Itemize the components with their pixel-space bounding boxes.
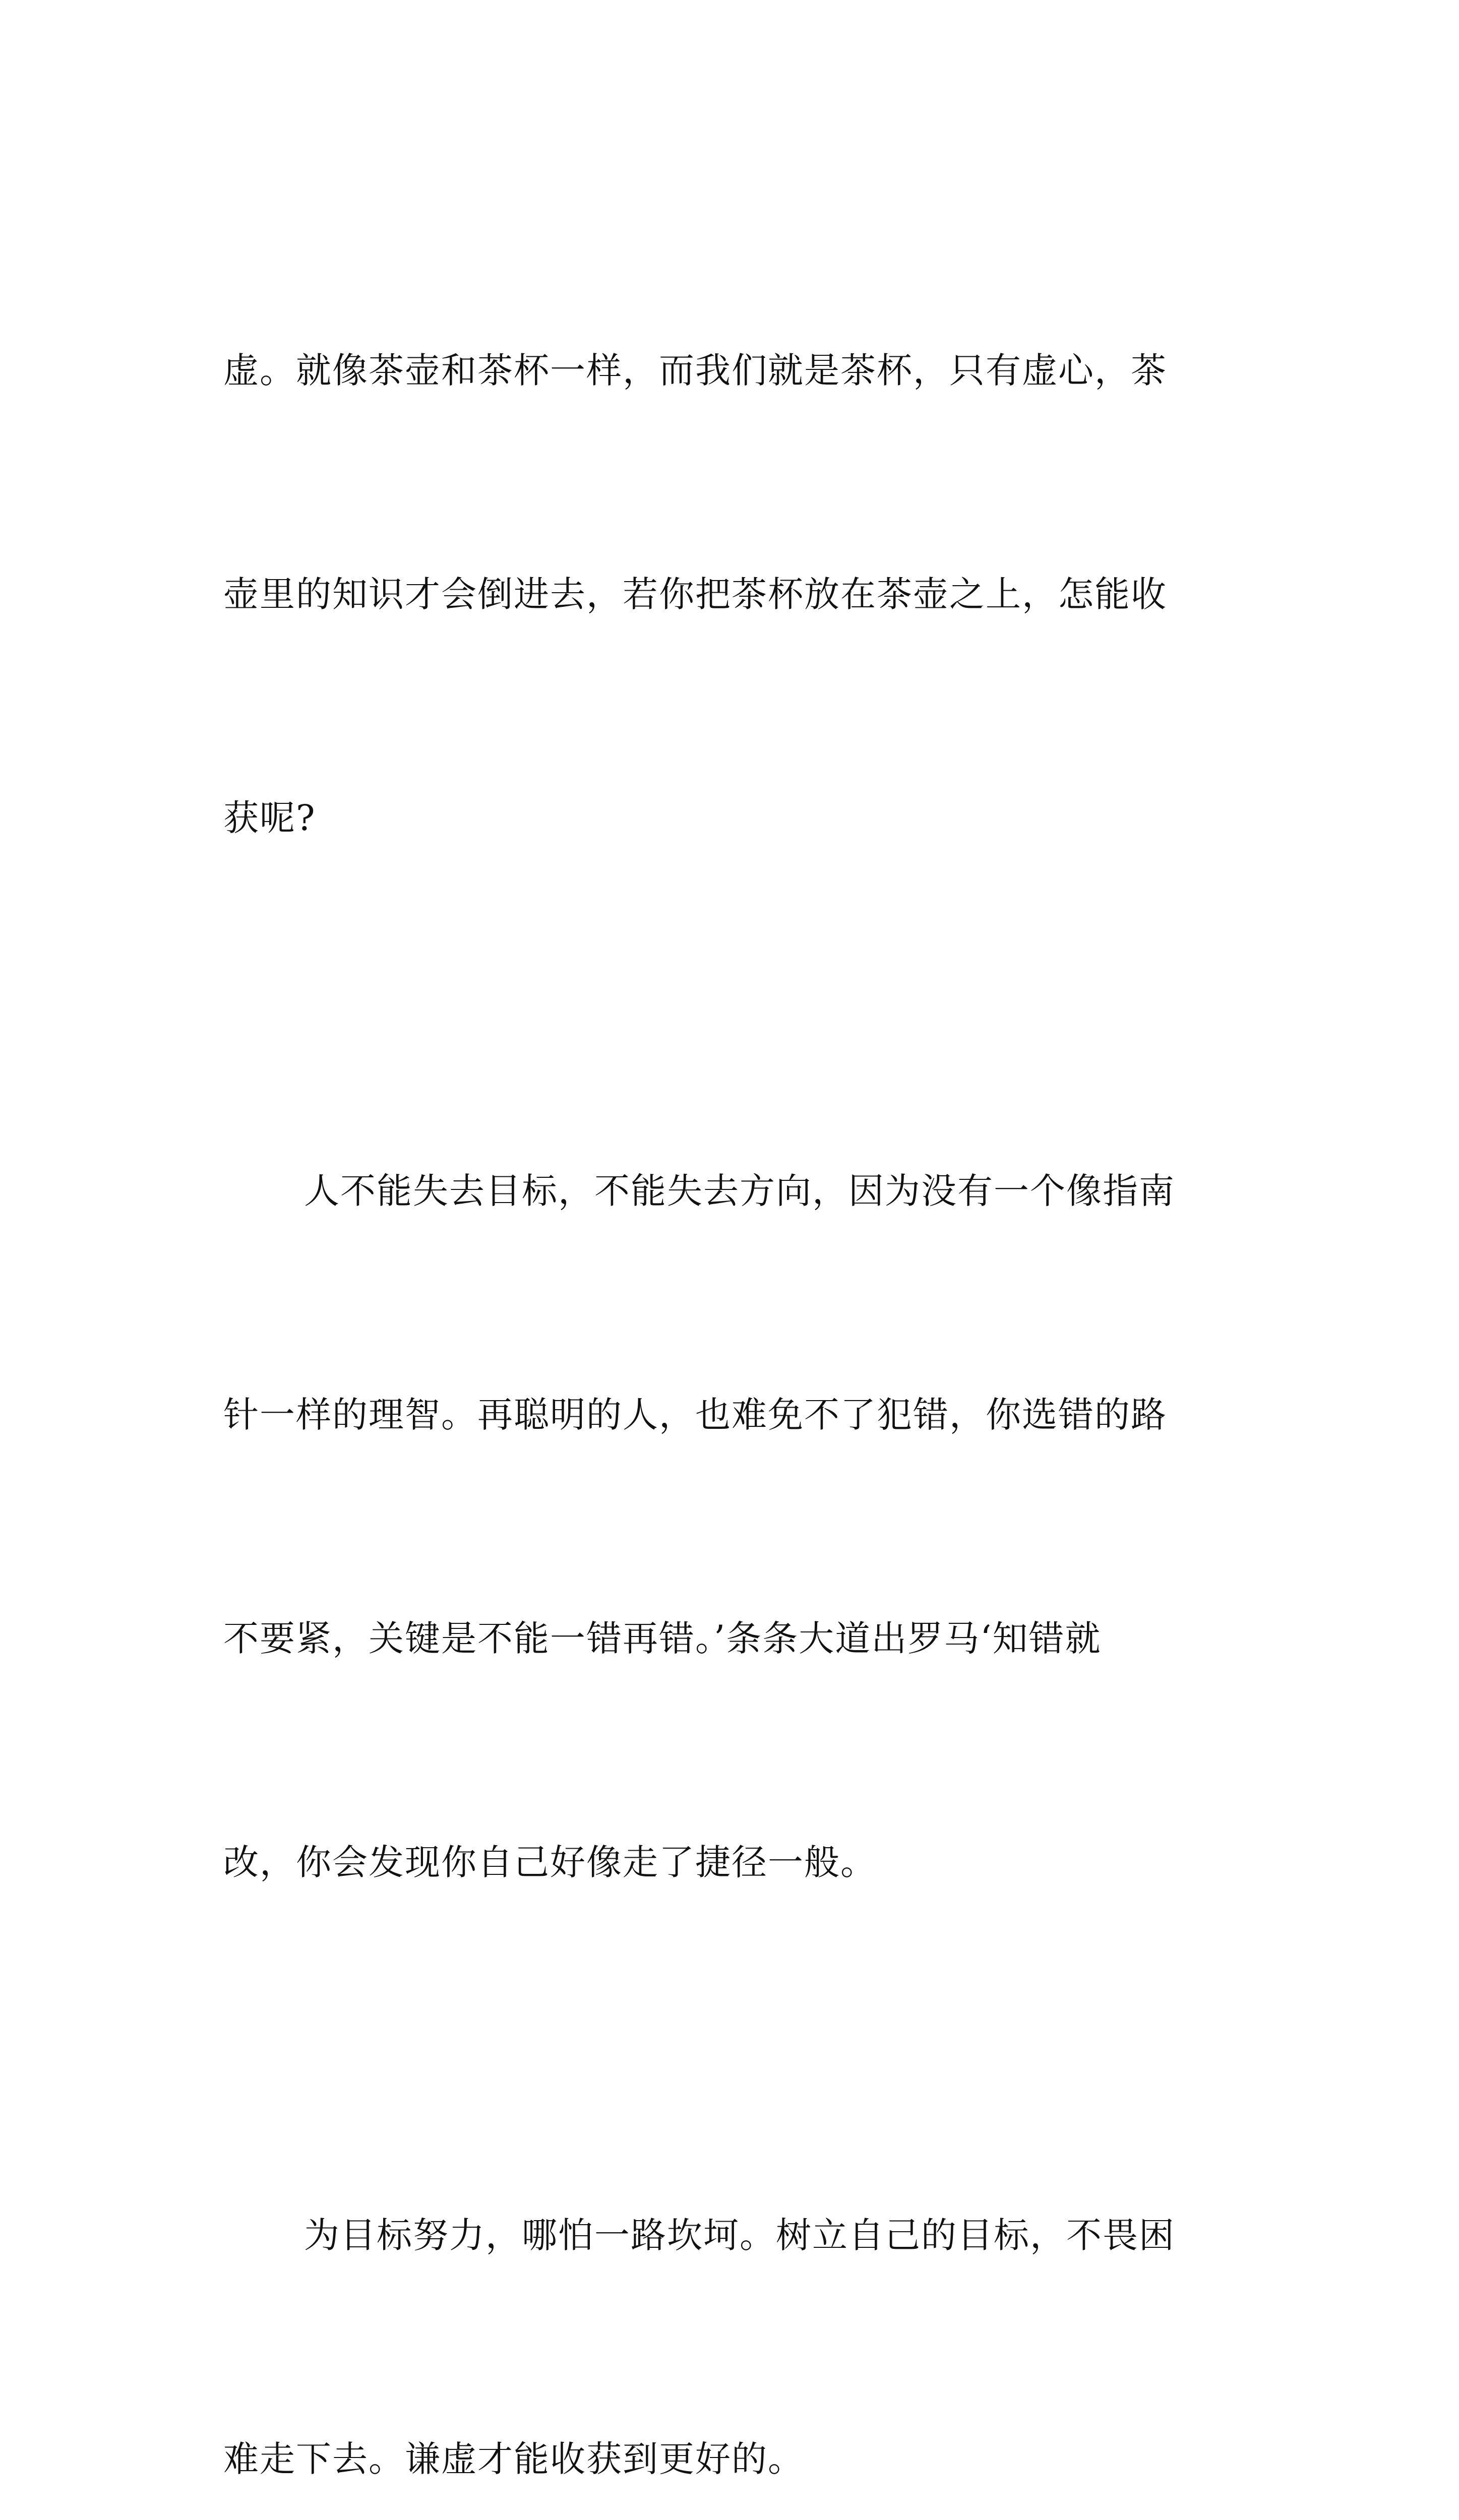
text-line: 针一样的理智。再聪明的人，也难免不了犯错，你选错的路	[223, 1394, 1167, 1435]
text-line: 难走下去。谦虚才能收获到更好的。	[223, 2438, 804, 2480]
paragraph-3	[223, 2049, 1247, 2520]
text-line: 改，你会发现你自己好像走了捷径一般。	[223, 1842, 877, 1883]
text-line: 虚。就像茶壶和茶杯一样，而我们就是茶杯，只有虚心，茶	[223, 350, 1167, 391]
paragraph-2	[223, 1004, 1247, 2049]
text-line: 获呢?	[223, 797, 316, 839]
document-body	[223, 184, 1247, 2520]
paragraph-1	[223, 184, 1247, 1004]
text-line: 不要紧，关键是不能一错再错。’条条大道出罗马‘知错就	[223, 1618, 1102, 1659]
text-line: 为目标努力，哪怕一路坎坷。树立自己的目标，不畏困	[304, 2215, 1175, 2256]
text-line: 人不能失去目标，不能失去方向，因为没有一个像指南	[304, 1170, 1175, 1212]
text-line: 壶里的知识才会倒进去，若你把茶杯放在茶壶之上，怎能收	[223, 574, 1167, 615]
